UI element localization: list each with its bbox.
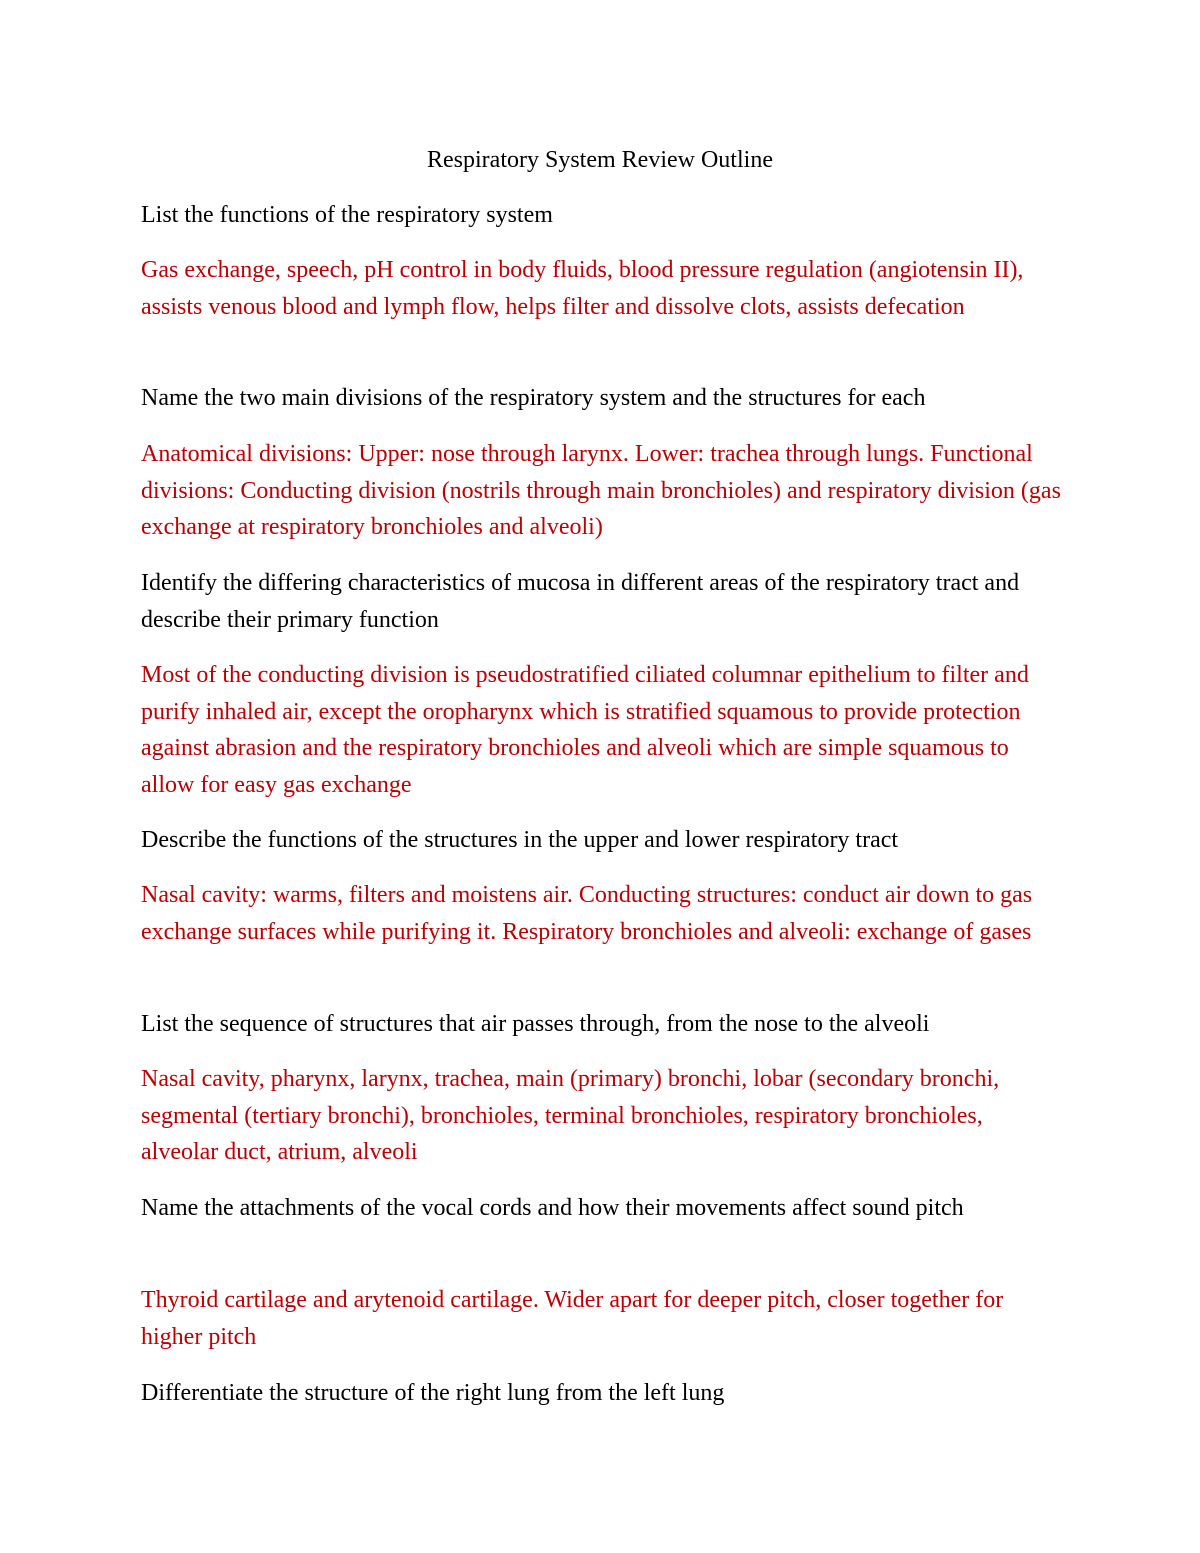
document-title: Respiratory System Review Outline: [427, 147, 773, 173]
question-2: Name the two main divisions of the respiratory system and the structures for each: [141, 385, 926, 411]
question-3: Identify the differing characteristics of mucosa in different areas of the respiratory tract and describe their primary function: [141, 570, 1020, 633]
answer-1: Gas exchange, speech, pH control in body fluids, blood pressure regulation (angiotensin II), assists venous blood and lymph flow, helps filter and dissolve clots, assists defecation: [141, 257, 1024, 320]
answer-3: Most of the conducting division is pseudostratified ciliated columnar epithelium to filter and purify inhaled air, except the oropharynx which is stratified squamous to provide protection against abrasion and the respiratory bronchioles and alveoli which are simple squamous to allow for easy gas exchange: [141, 662, 1029, 798]
question-7: Differentiate the structure of the right lung from the left lung: [141, 1380, 725, 1406]
answer-5: Nasal cavity, pharynx, larynx, trachea, main (primary) bronchi, lobar (secondary bronchi, segmental (tertiary bronchi), bronchioles, terminal bronchioles, respiratory bronchioles, alveolar duct, atrium, alveoli: [141, 1066, 1000, 1165]
question-1: List the functions of the respiratory system: [141, 202, 553, 228]
question-4: Describe the functions of the structures in the upper and lower respiratory tract: [141, 827, 899, 853]
answer-4: Nasal cavity: warms, filters and moistens air. Conducting structures: conduct air down to gas exchange surfaces while purifying it. Respiratory bronchioles and alveoli: exchange of gases: [141, 882, 1033, 945]
answer-6: Thyroid cartilage and arytenoid cartilage. Wider apart for deeper pitch, closer together for higher pitch: [141, 1287, 1004, 1350]
answer-2: Anatomical divisions: Upper: nose through larynx. Lower: trachea through lungs. Functional divisions: Conducting division (nostrils through main bronchioles) and respiratory division (gas exchange at respiratory bronchioles and alveoli): [141, 441, 1061, 540]
question-6: Name the attachments of the vocal cords and how their movements affect sound pitch: [141, 1195, 964, 1221]
question-5: List the sequence of structures that air passes through, from the nose to the alveoli: [141, 1011, 930, 1037]
